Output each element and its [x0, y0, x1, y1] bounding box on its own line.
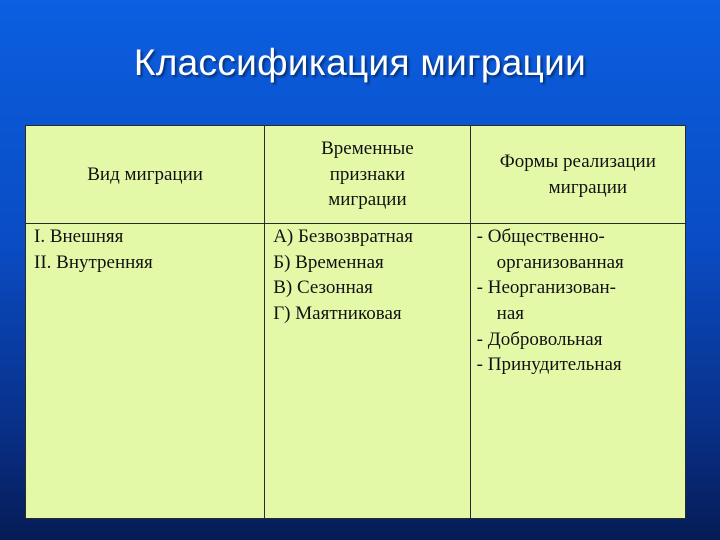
- header-line: Формы реализации: [499, 150, 656, 172]
- list-item: В) Сезонная: [273, 277, 373, 299]
- header-line: миграции: [328, 189, 407, 211]
- header-line: Вид миграции: [87, 163, 203, 185]
- content-row: [26, 224, 686, 519]
- list-item: II. Внутренняя: [34, 251, 153, 273]
- header-forms: [470, 126, 685, 224]
- list-item: - Добровольная: [476, 328, 603, 350]
- classification-table: [25, 125, 686, 519]
- list-item: А) Безвозвратная: [273, 226, 413, 247]
- header-line: Временные: [321, 138, 414, 160]
- cell-migration-types: [26, 224, 265, 519]
- header-migration-type: [26, 126, 265, 224]
- slide-title: Классификация миграции: [133, 42, 587, 83]
- list-item: Б) Временная: [273, 251, 384, 273]
- list-item: Г) Маятниковая: [273, 302, 402, 324]
- list-item: организованная: [496, 251, 624, 273]
- cell-time-features: [265, 224, 470, 519]
- list-item: - Неорганизован-: [476, 277, 617, 299]
- list-item: - Общественно-: [476, 226, 605, 247]
- list-item: ная: [496, 302, 525, 324]
- list-item: - Принудительная: [476, 354, 622, 376]
- header-line: признаки: [329, 163, 406, 185]
- header-line: миграции: [548, 176, 628, 198]
- list-item: I. Внешняя: [34, 226, 124, 247]
- header-row: [26, 126, 686, 224]
- cell-forms: [470, 224, 685, 519]
- header-time-features: [265, 126, 470, 224]
